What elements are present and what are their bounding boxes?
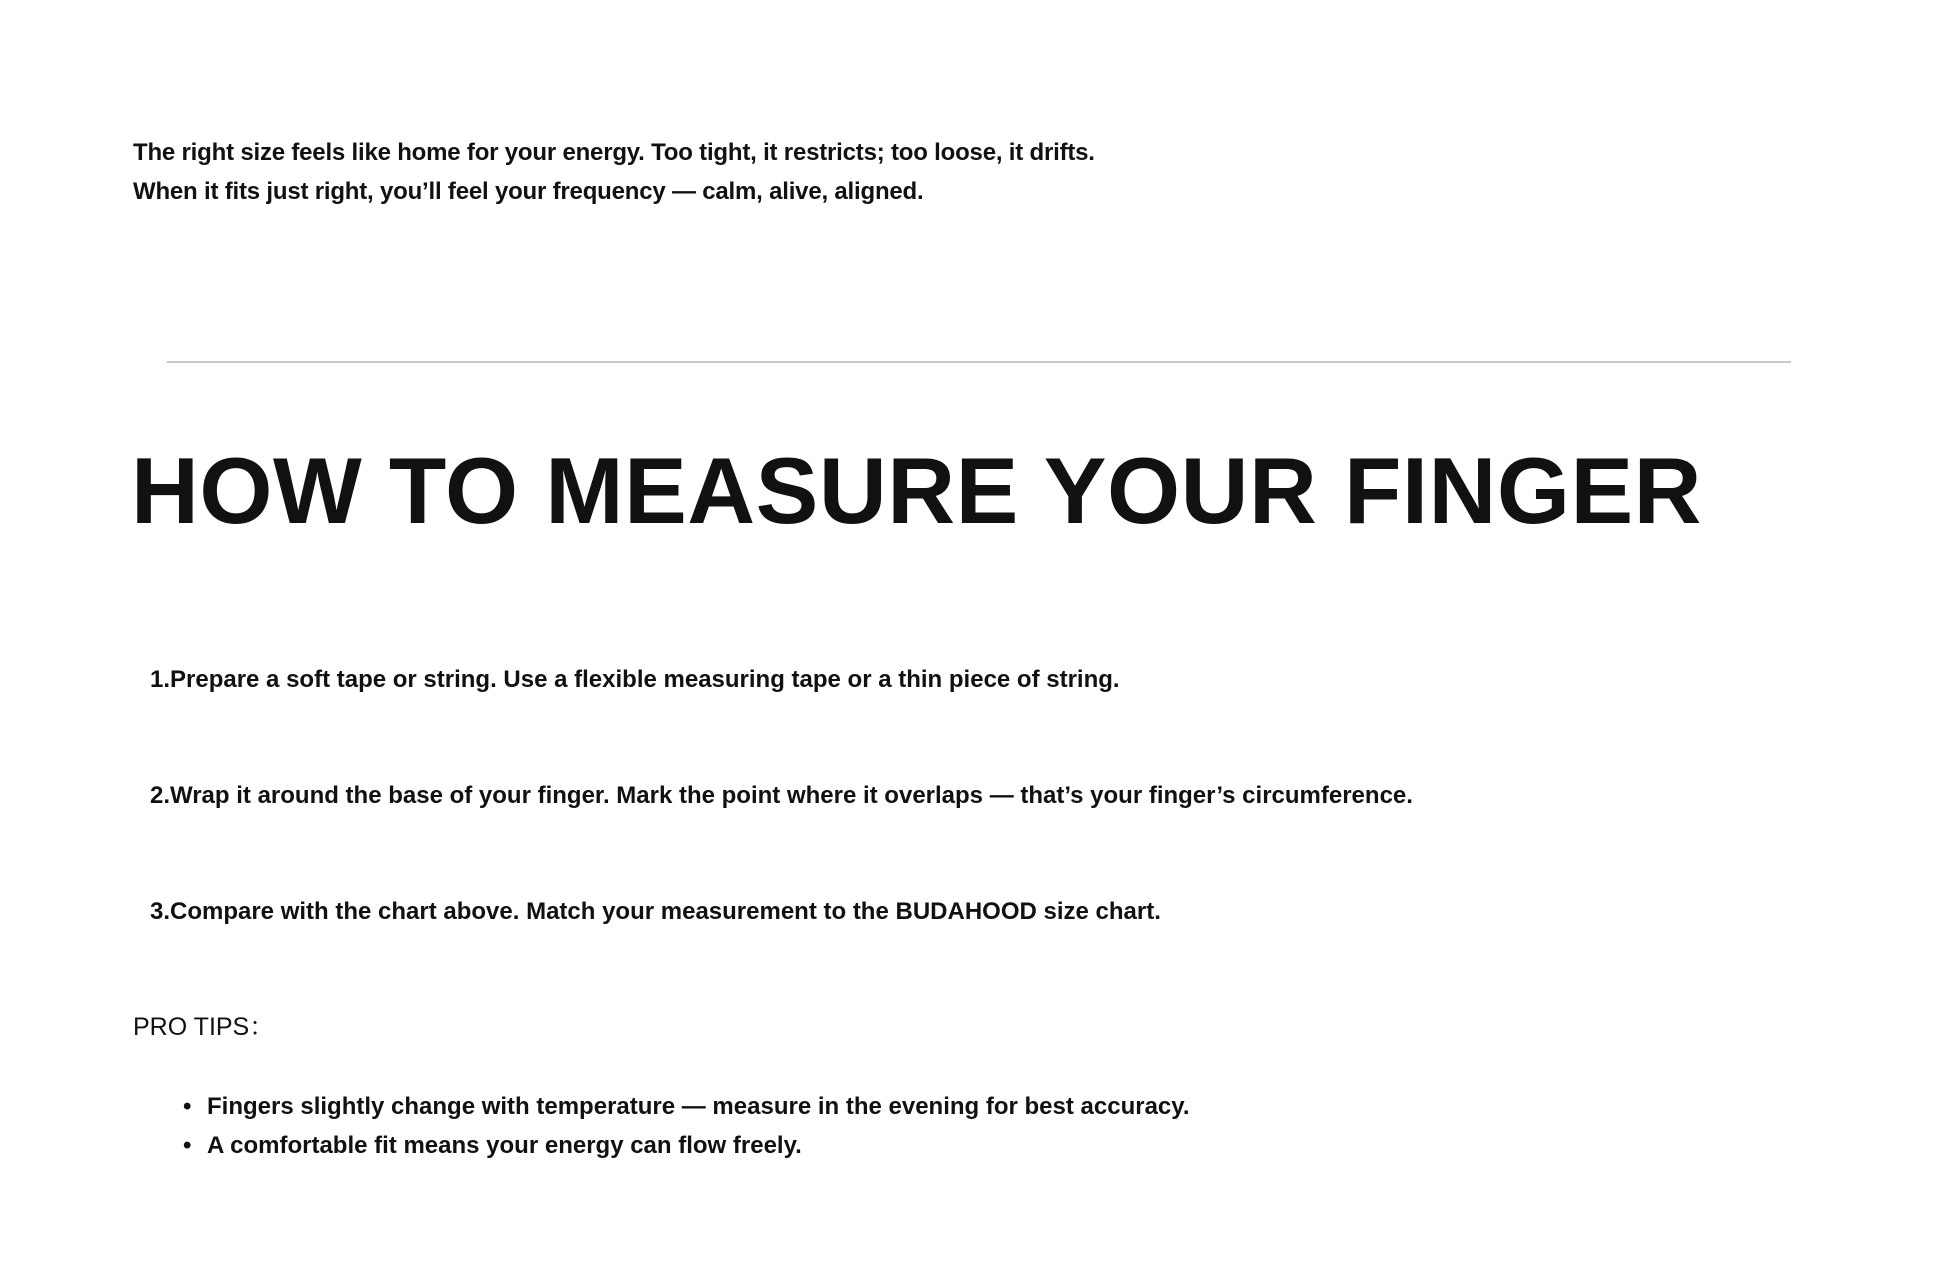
list-item [133, 892, 1733, 931]
step-number: 2. [149, 782, 170, 809]
measure-steps-list [133, 660, 1733, 1008]
step-text: Wrap it around the base of your finger. Mark the point where it overlaps — that’s your finger’s circumference. [170, 782, 1413, 809]
step-text: Compare with the chart above. Match your measurement to the BUDAHOOD size chart. [170, 898, 1161, 925]
step-text: Prepare a soft tape or string. Use a flexible measuring tape or a thin piece of string. [170, 666, 1120, 693]
intro-text [133, 133, 1433, 211]
step-number: 1. [149, 666, 170, 693]
list-item [183, 1126, 1190, 1165]
step-number: 3. [149, 898, 170, 925]
pro-tips-list [183, 1087, 1190, 1165]
bullet-icon: • [183, 1132, 192, 1159]
list-item [133, 660, 1733, 699]
bullet-icon: • [183, 1093, 192, 1120]
list-item [183, 1087, 1190, 1126]
tip-text: Fingers slightly change with temperature — measure in the evening for best accuracy. [207, 1093, 1190, 1120]
list-item [133, 776, 1733, 815]
tip-text: A comfortable fit means your energy can flow freely. [207, 1132, 802, 1159]
intro-line-1: The right size feels like home for your energy. Too tight, it restricts; too loose, it drifts. [133, 139, 1095, 166]
intro-line-2: When it fits just right, you’ll feel your frequency — calm, alive, aligned. [133, 178, 924, 205]
section-divider [167, 361, 1791, 363]
pro-tips-heading: PRO TIPS： [133, 1013, 275, 1041]
page-title: HOW TO MEASURE YOUR FINGER [131, 438, 1703, 543]
